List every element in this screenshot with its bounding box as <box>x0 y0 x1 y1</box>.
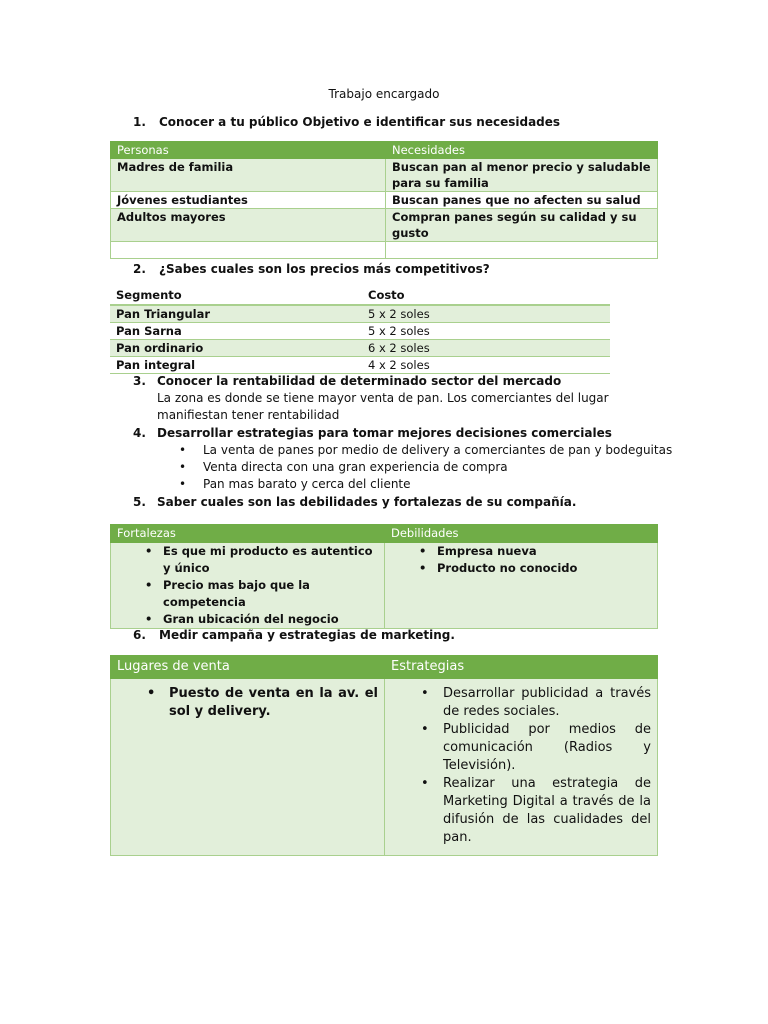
header-necesidades: Necesidades <box>386 142 658 159</box>
list-item: • Producto no conocido <box>391 560 651 577</box>
table-cell: Adultos mayores <box>111 209 386 242</box>
table-cell: 5 x 2 soles <box>362 305 610 323</box>
table-row <box>111 543 658 629</box>
table-cell <box>111 242 386 259</box>
table-row <box>111 192 658 209</box>
table-row <box>110 340 610 357</box>
section-3-text: La zona es donde se tiene mayor venta de pan. Los comerciantes del lugar manifiestan tener rentabilidad <box>157 391 609 422</box>
page-title: Trabajo encargado <box>328 87 440 101</box>
table-cell: Pan Triangular <box>110 305 362 323</box>
table-cell: Jóvenes estudiantes <box>111 192 386 209</box>
table-cell: 4 x 2 soles <box>362 357 610 374</box>
section-4-list <box>133 442 672 493</box>
header-costo: Costo <box>362 287 610 305</box>
header-fortalezas: Fortalezas <box>111 525 385 543</box>
table-row <box>111 159 658 192</box>
list-item: • Pan mas barato y cerca del cliente <box>133 476 672 493</box>
list-item: • Gran ubicación del negocio <box>117 611 380 628</box>
table-cell: Buscan panes que no afecten su salud <box>386 192 658 209</box>
table-cell: Pan ordinario <box>110 340 362 357</box>
table-cell: Buscan pan al menor precio y saludable para su familia <box>386 159 658 192</box>
table-row <box>110 323 610 340</box>
audience-table <box>110 141 658 259</box>
table-header-row <box>110 287 610 305</box>
header-estrategias: Estrategias <box>385 656 658 679</box>
table-cell <box>386 242 658 259</box>
list-item: • Venta directa con una gran experiencia de compra <box>133 459 672 476</box>
list-item: • Publicidad por medios de comunicación (Radios y Televisión). <box>391 721 651 775</box>
debilidades-cell <box>385 543 658 629</box>
section-1-heading: 1. Conocer a tu público Objetivo e identificar sus necesidades <box>133 115 561 129</box>
list-item: • Puesto de venta en la av. el sol y delivery. <box>117 685 378 721</box>
header-debilidades: Debilidades <box>385 525 658 543</box>
list-item: • Precio mas bajo que la competencia <box>117 577 380 611</box>
section-4-heading: 4. Desarrollar estrategias para tomar mejores decisiones comerciales <box>133 426 612 440</box>
table-row <box>111 679 658 856</box>
table-row <box>111 242 658 259</box>
header-lugares: Lugares de venta <box>111 656 385 679</box>
table-row <box>110 305 610 323</box>
list-item: • Realizar una estrategia de Marketing Digital a través de la difusión de las cualidades del pan. <box>391 775 651 847</box>
table-cell: Pan Sarna <box>110 323 362 340</box>
list-item: • Empresa nueva <box>391 543 651 560</box>
estrategias-cell <box>385 679 658 856</box>
fortalezas-cell <box>111 543 385 629</box>
header-segmento: Segmento <box>110 287 362 305</box>
list-item: • La venta de panes por medio de delivery a comerciantes de pan y bodeguitas <box>133 442 672 459</box>
table-header-row <box>111 142 658 159</box>
list-item: • Desarrollar publicidad a través de redes sociales. <box>391 685 651 721</box>
section-2-heading: 2. ¿Sabes cuales son los precios más competitivos? <box>133 262 490 276</box>
table-cell: 6 x 2 soles <box>362 340 610 357</box>
table-header-row <box>111 525 658 543</box>
lugares-cell <box>111 679 385 856</box>
table-header-row <box>111 656 658 679</box>
marketing-table <box>110 655 658 856</box>
table-cell: Compran panes según su calidad y su gusto <box>386 209 658 242</box>
table-cell: 5 x 2 soles <box>362 323 610 340</box>
swot-table <box>110 524 658 629</box>
table-row <box>111 209 658 242</box>
section-3-heading: 3. Conocer la rentabilidad de determinado sector del mercado <box>133 374 562 388</box>
section-5-heading: 5. Saber cuales son las debilidades y fortalezas de su compañía. <box>133 495 577 509</box>
section-6-heading: 6. Medir campaña y estrategias de marketing. <box>133 628 455 642</box>
list-item: • Es que mi producto es autentico y único <box>117 543 380 577</box>
sections-3-5 <box>133 373 672 511</box>
table-row <box>110 357 610 374</box>
prices-table <box>110 287 610 374</box>
table-cell: Madres de familia <box>111 159 386 192</box>
header-personas: Personas <box>111 142 386 159</box>
table-cell: Pan integral <box>110 357 362 374</box>
